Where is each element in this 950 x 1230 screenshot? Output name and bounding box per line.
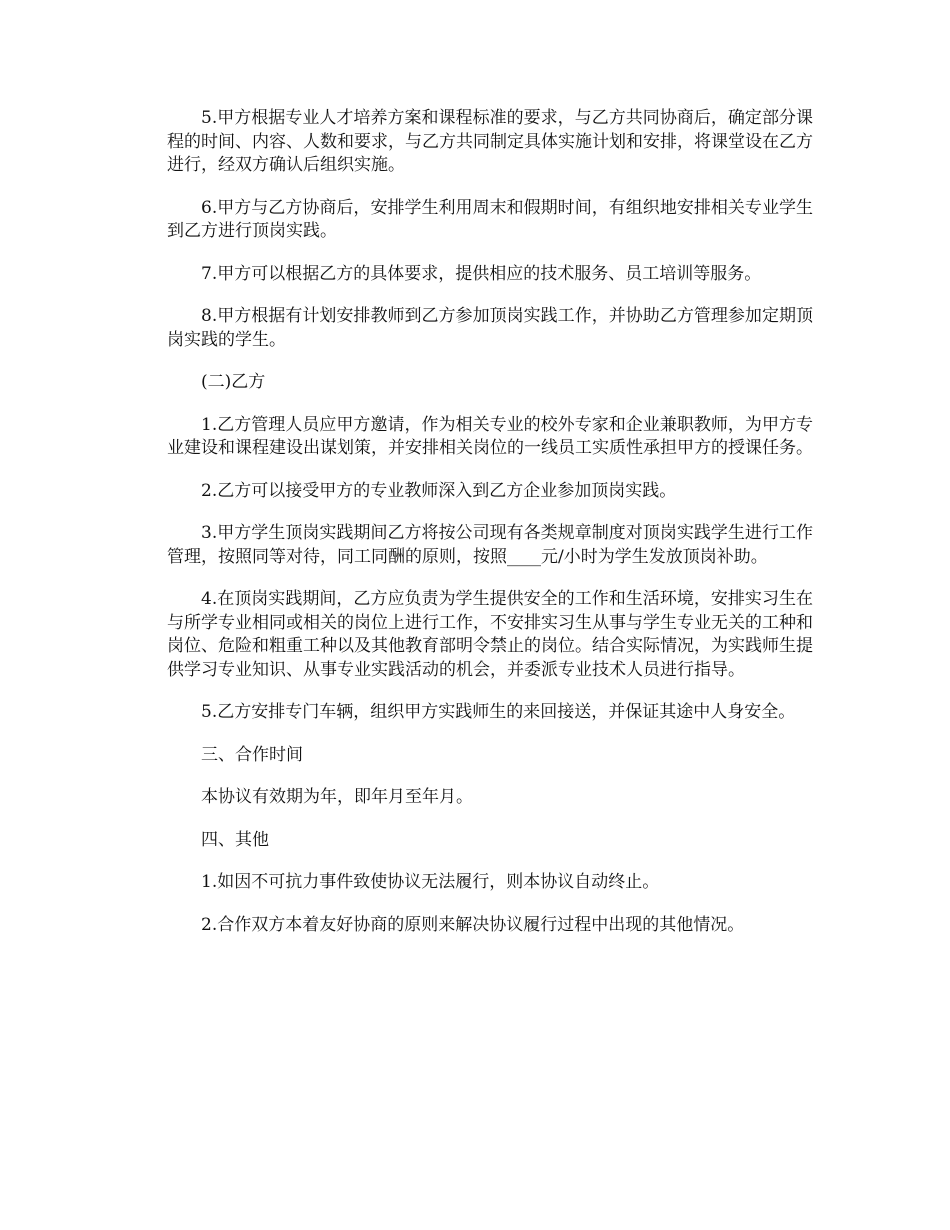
clause-party-b-3: 3.甲方学生顶岗实践期间乙方将按公司现有各类规章制度对顶岗实践学生进行工作管理，按照同等对待，同工同酬的原则，按照____元/小时为学生发放顶岗补助。 [167,523,813,567]
section-heading-party-b: (二)乙方 [201,372,266,392]
clause-party-b-4: 4.在顶岗实践期间，乙方应负责为学生提供安全的工作和生活环境，安排实习生在与所学专业相同或相关的岗位上进行工作，不安排实习生从事与学生专业无关的工种和岗位、危险和粗重工种以及其他教育部明令禁止的岗位。结合实际情况，为实践师生提供学习专业知识、从事专业实践活动的机会，并委派专业技术人员进行指导。 [167,589,813,680]
clause-other-1: 1.如因不可抗力事件致使协议无法履行，则本协议自动终止。 [201,872,660,892]
clause-party-b-1: 1.乙方管理人员应甲方邀请，作为相关专业的校外专家和企业兼职教师，为甲方专业建设和课程建设出谋划策，并安排相关岗位的一线员工实质性承担甲方的授课任务。 [167,414,813,458]
clause-party-a-6: 6.甲方与乙方协商后，安排学生利用周末和假期时间，有组织地安排相关专业学生到乙方进行顶岗实践。 [167,197,813,241]
clause-party-b-5: 5.乙方安排专门车辆，组织甲方实践师生的来回接送，并保证其途中人身安全。 [201,702,796,722]
clause-other-2: 2.合作双方本着友好协商的原则来解决协议履行过程中出现的其他情况。 [201,914,745,935]
section-heading-other: 四、其他 [201,829,269,850]
clause-party-a-7: 7.甲方可以根据乙方的具体要求，提供相应的技术服务、员工培训等服务。 [201,263,762,284]
section-heading-cooperation-time: 三、合作时间 [201,744,303,765]
clause-party-a-8: 8.甲方根据有计划安排教师到乙方参加顶岗实践工作，并协助乙方管理参加定期顶岗实践的学生。 [167,306,813,350]
clause-party-a-5: 5.甲方根据专业人才培养方案和课程标准的要求，与乙方共同协商后，确定部分课程的时间、内容、人数和要求，与乙方共同制定具体实施计划和安排，将课堂设在乙方进行，经双方确认后组织实施。 [167,108,813,175]
clause-party-b-2: 2.乙方可以接受甲方的专业教师深入到乙方企业参加顶岗实践。 [201,480,677,501]
document-body [167,107,813,956]
validity-period-text: 本协议有效期为年，即年月至年月。 [201,787,473,807]
